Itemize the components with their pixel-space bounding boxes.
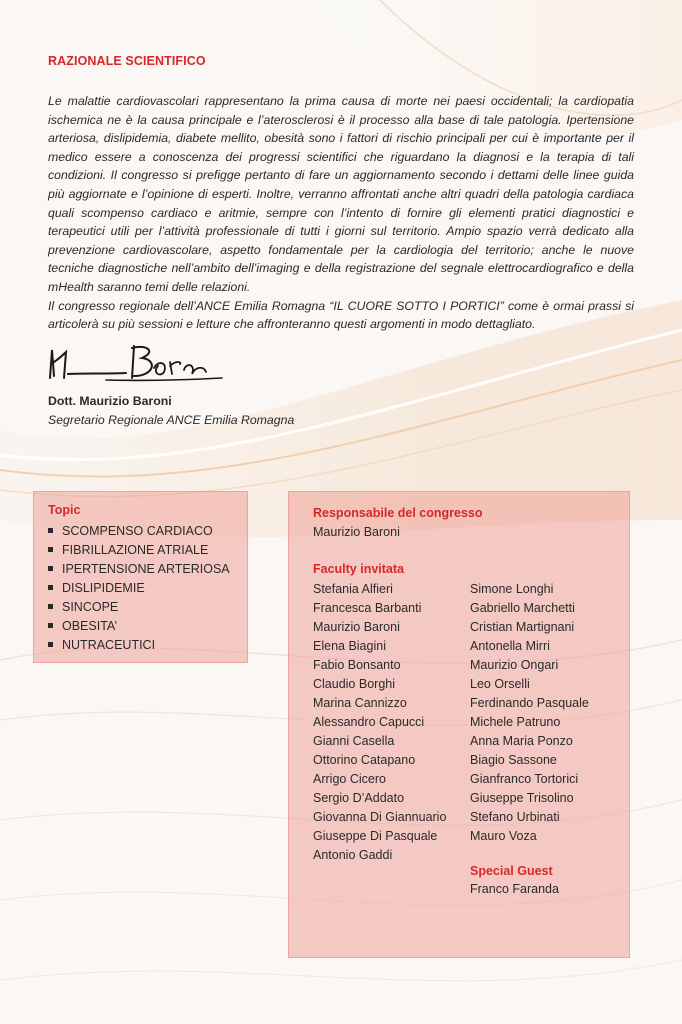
rationale-paragraph: Le malattie cardiovascolari rappresentano la prima causa di morte nei paesi occidentali; la cardiopatia ischemica ne è la causa principale e l’aterosclerosi è il processo alla base di tale patologia. Ipertensione arteriosa, dislipidemia, diabete mellito, obesità sono i fattori di rischio principali per cui è importante per il medico essere a conoscenza dei progressi scientifici che riguardano la diagnosi e la terapia di tali condizioni. Il congresso si prefigge pertanto di fare un aggiornamento secondo i dettami delle linee guida più aggiornate e l’opinione di esperti. Inoltre, verranno affrontati anche altri quadri della patologia cardiaca quali scompenso cardiaco e aritmie, sempre con l’intento di fornire gli elementi pratici diagnostici e terapeutici utili per l’attività professionale di tutti i giorni sul territorio. Ampio spazio verrà dedicato alla prevenzione cardiovascolare, aspetto fondamentale per la cardiologia del territorio; anche le nuove tecniche diagnostiche nell’ambito dell’imaging e della registrazione del segnale elettrocardiografico e della mHealth saranno temi delle relazioni. <box>48 94 634 294</box>
signatory-name: Dott. Maurizio Baroni <box>48 394 172 408</box>
faculty-member: Mauro Voza <box>470 829 537 843</box>
faculty-member: Claudio Borghi <box>313 677 395 691</box>
signatory-role: Segretario Regionale ANCE Emilia Romagna <box>48 413 295 427</box>
rationale-text <box>48 92 634 334</box>
bullet-icon <box>48 528 53 533</box>
faculty-member: Giuseppe Di Pasquale <box>313 829 438 843</box>
topic-label: SCOMPENSO CARDIACO <box>62 524 213 538</box>
congress-box <box>288 491 630 958</box>
faculty-list-right <box>470 580 589 846</box>
faculty-member: Giovanna Di Giannuario <box>313 810 447 824</box>
bullet-icon <box>48 623 53 628</box>
special-guest-name: Franco Faranda <box>470 882 559 896</box>
faculty-member: Maurizio Ongari <box>470 658 559 672</box>
faculty-member: Cristian Martignani <box>470 620 575 634</box>
faculty-heading: Faculty invitata <box>313 562 404 576</box>
faculty-member: Antonio Gaddi <box>313 848 393 862</box>
topic-item <box>48 636 230 655</box>
bullet-icon <box>48 604 53 609</box>
bullet-icon <box>48 585 53 590</box>
faculty-member: Fabio Bonsanto <box>313 658 401 672</box>
topic-item <box>48 541 230 560</box>
faculty-member: Ottorino Catapano <box>313 753 416 767</box>
topic-item <box>48 579 230 598</box>
handwritten-signature <box>46 340 226 386</box>
topic-label: NUTRACEUTICI <box>62 638 156 652</box>
topic-list <box>48 522 230 655</box>
faculty-member: Gianni Casella <box>313 734 395 748</box>
special-guest-heading: Special Guest <box>470 864 553 878</box>
faculty-list-left <box>313 580 446 865</box>
faculty-member: Anna Maria Ponzo <box>470 734 573 748</box>
faculty-member: Gianfranco Tortorici <box>470 772 579 786</box>
faculty-member: Maurizio Baroni <box>313 620 400 634</box>
rationale-paragraph: Il congresso regionale dell’ANCE Emilia Romagna “IL CUORE SOTTO I PORTICI” come è ormai prassi si articolerà su più sessioni e letture che affronteranno questi argomenti in modo dettagliato. <box>48 298 634 332</box>
responsible-name: Maurizio Baroni <box>313 525 400 539</box>
topic-item <box>48 617 230 636</box>
topic-label: SINCOPE <box>62 600 119 614</box>
faculty-member: Biagio Sassone <box>470 753 557 767</box>
faculty-member: Michele Patruno <box>470 715 561 729</box>
faculty-member: Sergio D’Addato <box>313 791 405 805</box>
topic-label: IPERTENSIONE ARTERIOSA <box>62 562 230 576</box>
faculty-member: Marina Cannizzo <box>313 696 407 710</box>
topic-item <box>48 522 230 541</box>
topic-heading: Topic <box>48 503 81 517</box>
faculty-member: Arrigo Cicero <box>313 772 386 786</box>
bullet-icon <box>48 566 53 571</box>
bullet-icon <box>48 642 53 647</box>
bullet-icon <box>48 547 53 552</box>
faculty-member: Francesca Barbanti <box>313 601 422 615</box>
faculty-member: Ferdinando Pasquale <box>470 696 589 710</box>
topic-box <box>33 491 248 663</box>
rationale-title: RAZIONALE SCIENTIFICO <box>48 54 206 68</box>
topic-item <box>48 598 230 617</box>
faculty-member: Leo Orselli <box>470 677 530 691</box>
topic-label: DISLIPIDEMIE <box>62 581 145 595</box>
faculty-member: Simone Longhi <box>470 582 554 596</box>
topic-item <box>48 560 230 579</box>
responsible-heading: Responsabile del congresso <box>313 506 483 520</box>
faculty-member: Antonella Mirri <box>470 639 550 653</box>
faculty-member: Elena Biagini <box>313 639 386 653</box>
topic-label: OBESITA’ <box>62 619 118 633</box>
faculty-member: Gabriello Marchetti <box>470 601 575 615</box>
faculty-member: Alessandro Capucci <box>313 715 425 729</box>
topic-label: FIBRILLAZIONE ATRIALE <box>62 543 209 557</box>
faculty-member: Stefania Alfieri <box>313 582 393 596</box>
faculty-member: Stefano Urbinati <box>470 810 560 824</box>
faculty-member: Giuseppe Trisolino <box>470 791 574 805</box>
